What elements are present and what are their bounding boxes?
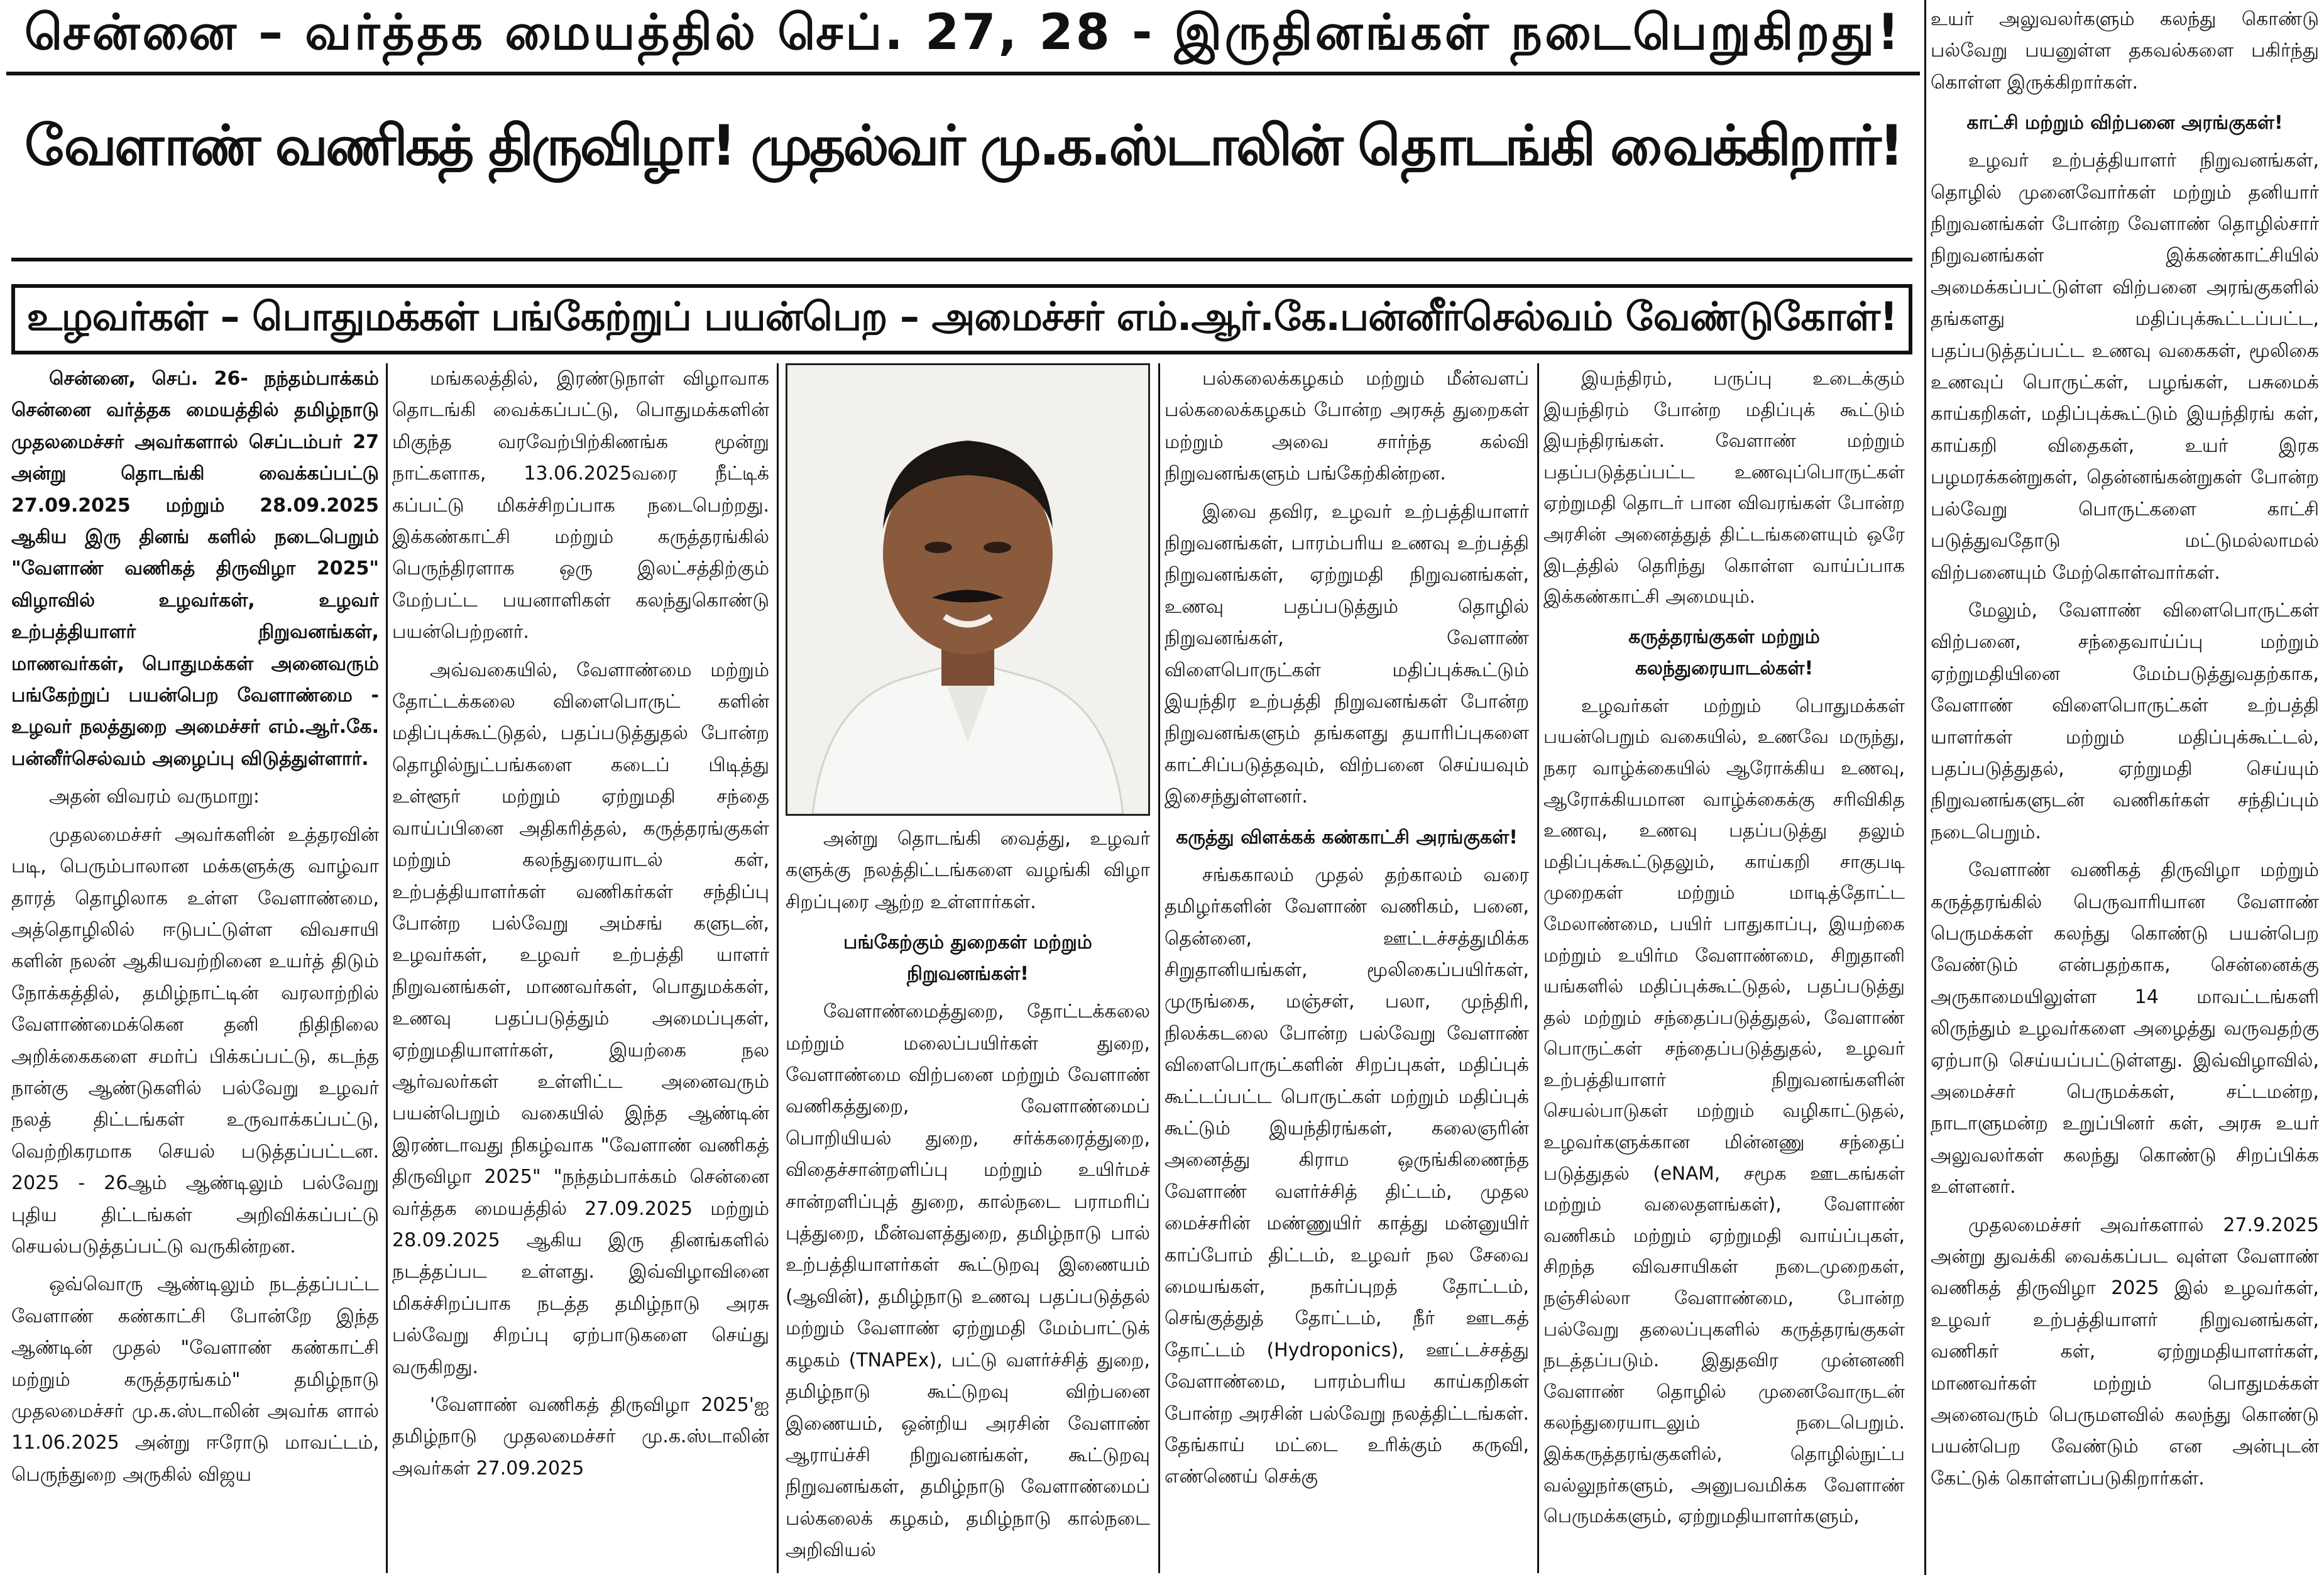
paragraph: இவை தவிர, உழவர் உற்பத்தியாளர் நிறுவனங்கள், பாரம்பரிய உணவு உற்பத்தி நிறுவனங்கள், ஏற்றுமதி நிறுவனங்கள், உணவு பதப்படுத்தும் தொழில் நிறுவனங்கள், வேளாண் விளைபொருட்கள் மதிப்புக்கூட்டும் இயந்திர உற்பத்தி நிறுவனங்கள் போன்ற நிறுவனங்களும் தங்களது தயாரிப்புகளை காட்சிப்படுத்தவும், விற்பனை செய்யவும் இசைந்துள்ளனர்.: [1165, 500, 1529, 808]
column-rule: [1537, 363, 1539, 1573]
sub-headline: உழவர்கள் – பொதுமக்கள் பங்கேற்றுப் பயன்பெற – அமைச்சர் எம்.ஆர்.கே.பன்னீர்செல்வம் வேண்டுகோள்!: [11, 284, 1912, 354]
column-rule: [1924, 0, 1926, 1575]
portrait-image: [787, 365, 1148, 814]
section-heading: பங்கேற்கும் துறைகள் மற்றும் நிறுவனங்கள்!: [843, 931, 1092, 985]
article-column-1: [11, 363, 379, 1573]
article-column-5: [1543, 363, 1905, 1573]
section-heading: கருத்தரங்குகள் மற்றும் கலந்துரையாடல்கள்!: [1628, 625, 1820, 679]
paragraph: உழவர்கள் மற்றும் பொதுமக்கள் பயன்பெறும் வகையில், உணவே மருந்து, நகர வாழ்க்கையில் ஆரோக்கிய உணவு, ஆரோக்கியமான வாழ்க்கைக்கு சரிவிகித உணவு, உணவு பதப்படுத்து தலும் மதிப்புக்கூட்டுதலும், காய்கறி சாகுபடி முறைகள் மற்றும் மாடித்தோட்ட மேலாண்மை, பயிர் பாதுகாப்பு, இயற்கை மற்றும் உயிர்ம வேளாண்மை, சிறுதானி யங்களில் மதிப்புக்கூட்டுதல், பதப்படுத்து தல் மற்றும் சந்தைப்படுத்துதல், வேளாண் பொருட்கள் சந்தைப்படுத்துதல், உழவர் உற்பத்தியாளர் நிறுவனங்களின் செயல்பாடுகள் மற்றும் வழிகாட்டுதல், உழவர்களுக்கான மின்னணு சந்தைப் படுத்துதல் (eNAM, சமூக ஊடகங்கள் மற்றும் வலைதளங்கள்), வேளாண் வணிகம் மற்றும் ஏற்றுமதி வாய்ப்புகள், சிறந்த விவசாயிகள் நடைமுறைகள், நஞ்சில்லா வேளாண்மை, போன்ற பல்வேறு தலைப்புகளில் கருத்தரங்குகள் நடத்தப்படும். இதுதவிர முன்னணி வேளாண் தொழில் முனைவோருடன் கலந்துரையாடலும் நடைபெறும். இக்கருத்தரங்குகளில், தொழில்நுட்ப வல்லுநர்களும், அனுபவமிக்க வேளாண் பெருமக்களும், ஏற்றுமதியாளர்களும்,: [1543, 694, 1905, 1527]
paragraph: ஒவ்வொரு ஆண்டிலும் நடத்தப்பட்ட வேளாண் கண்காட்சி போன்றே இந்த ஆண்டின் முதல் "வேளாண் கண்காட்சி மற்றும் கருத்தரங்கம்" தமிழ்நாடு முதலமைச்சர் மு.க.ஸ்டாலின் அவர்க ளால் 11.06.2025 அன்று ஈரோடு மாவட்டம், பெருந்துறை அருகில் விஜய: [11, 1273, 379, 1486]
column-rule: [1158, 363, 1160, 1573]
column-rule: [777, 363, 779, 1573]
lead-paragraph: சென்னை, செப். 26- நந்தம்பாக்கம் சென்னை வர்த்தக மையத்தில் தமிழ்நாடு முதலமைச்சர் அவர்களால் செப்டம்பர் 27 அன்று தொடங்கி வைக்கப்பட்டு 27.09.2025 மற்றும் 28.09.2025 ஆகிய இரு தினங் களில் நடைபெறும் "வேளாண் வணிகத் திருவிழா 2025" விழாவில் உழவர்கள், உழவர் உற்பத்தியாளர் நிறுவனங்கள், மாணவர்கள், பொதுமக்கள் அனைவரும் பங்கேற்றுப் பயன்பெற வேளாண்மை - உழவர் நலத்துறை அமைச்சர் எம்.ஆர்.கே. பன்னீர்செல்வம் அழைப்பு விடுத்துள்ளார்.: [11, 368, 379, 770]
minister-photo: [786, 363, 1150, 816]
article-column-2: [392, 363, 769, 1573]
paragraph: வேளாண் வணிகத் திருவிழா மற்றும் கருத்தரங்கில் பெருவாரியான வேளாண் பெருமக்கள் கலந்து கொண்டு பயன்பெற வேண்டும் என்பதற்காக, சென்னைக்கு அருகாமையிலுள்ள 14 மாவட்டங்களி லிருந்தும் உழவர்களை அழைத்து வருவதற்கு ஏற்பாடு செய்யப்பட்டுள்ளது. இவ்விழாவில், அமைச்சர் பெருமக்கள், சட்டமன்ற, நாடாளுமன்ற உறுப்பினர் கள், அரசு உயர் அலுவலர்கள் கலந்து கொண்டு சிறப்பிக்க உள்ளனர்.: [1931, 859, 2319, 1199]
article-column-3: [786, 823, 1150, 1573]
paragraph: மங்கலத்தில், இரண்டுநாள் விழாவாக தொடங்கி வைக்கப்பட்டு, பொதுமக்களின் மிகுந்த வரவேற்பிற்கிணங்க மூன்று நாட்களாக, 13.06.2025வரை நீட்டிக் கப்பட்டு மிகச்சிறப்பாக நடைபெற்றது. இக்கண்காட்சி மற்றும் கருத்தரங்கில் பெருந்திரளாக ஒரு இலட்சத்திற்கும் மேற்பட்ட பயனாளிகள் கலந்துகொண்டு பயன்பெற்றனர்.: [392, 368, 769, 644]
kicker-headline: சென்னை – வர்த்தக மையத்தில் செப். 27, 28 - இருதினங்கள் நடைபெறுகிறது!: [6, 0, 1920, 75]
paragraph: உயர் அலுவலர்களும் கலந்து கொண்டு பல்வேறு பயனுள்ள தகவல்களை பகிர்ந்து கொள்ள இருக்கிறார்கள்.: [1931, 8, 2319, 94]
paragraph: அன்று தொடங்கி வைத்து, உழவர் களுக்கு நலத்திட்டங்களை வழங்கி விழா சிறப்புரை ஆற்ற உள்ளார்கள்.: [786, 828, 1150, 913]
paragraph: அதன் விவரம் வருமாறு:: [49, 786, 260, 808]
paragraph: மேலும், வேளாண் விளைபொருட்கள் விற்பனை, சந்தைவாய்ப்பு மற்றும் ஏற்றுமதியினை மேம்படுத்துவதற்காக, வேளாண் விளைபொருட்கள் உற்பத்தி யாளர்கள் மற்றும் மதிப்புக்கூட்டல், பதப்படுத்துதல், ஏற்றுமதி செய்யும் நிறுவனங்களுடன் வணிகர்கள் சந்திப்பும் நடைபெறும்.: [1931, 599, 2319, 843]
main-headline: வேளாண் வணிகத் திருவிழா! முதல்வர் மு.க.ஸ்டாலின் தொடங்கி வைக்கிறார்!: [25, 113, 1902, 178]
paragraph: இயந்திரம், பருப்பு உடைக்கும் இயந்திரம் போன்ற மதிப்புக் கூட்டும் இயந்திரங்கள். வேளாண் மற்றும் பதப்படுத்தப்பட்ட உணவுப்பொருட்கள் ஏற்றுமதி தொடர் பான விவரங்கள் போன்ற அரசின் அனைத்துத் திட்டங்களையும் ஒரே இடத்தில் தெரிந்து கொள்ள வாய்ப்பாக இக்கண்காட்சி அமையும்.: [1543, 368, 1905, 608]
paragraph: 'வேளாண் வணிகத் திருவிழா 2025'ஐ தமிழ்நாடு முதலமைச்சர் மு.க.ஸ்டாலின் அவர்கள் 27.09.2025: [392, 1394, 769, 1479]
column-rule: [386, 363, 388, 1573]
paragraph: சங்ககாலம் முதல் தற்காலம் வரை தமிழர்களின் வேளாண் வணிகம், பனை, தென்னை, ஊட்டச்சத்துமிக்க சிறுதானியங்கள், மூலிகைப்பயிர்கள், முருங்கை, மஞ்சள், பலா, முந்திரி, நிலக்கடலை போன்ற பல்வேறு வேளாண் விளைபொருட்களின் சிறப்புகள், மதிப்புக் கூட்டப்பட்ட பொருட்கள் மற்றும் மதிப்புக் கூட்டும் இயந்திரங்கள், கலைஞரின் அனைத்து கிராம ஒருங்கிணைந்த வேளாண் வளர்ச்சித் திட்டம், முதல மைச்சரின் மண்ணுயிர் காத்து மன்னுயிர் காப்போம் திட்டம், உழவர் நல சேவை மையங்கள், நகர்ப்புறத் தோட்டம், செங்குத்துத் தோட்டம், நீர் ஊடகத் தோட்டம் (Hydroponics), ஊட்டச்சத்து வேளாண்மை, பாரம்பரிய காய்கறிகள் போன்ற அரசின் பல்வேறு நலத்திட்டங்கள். தேங்காய் மட்டை உரிக்கும் கருவி, எண்ணெய் செக்கு: [1165, 864, 1529, 1488]
section-heading: காட்சி மற்றும் விற்பனை அரங்குகள்!: [1966, 112, 2283, 134]
article-column-6: [1931, 4, 2319, 1573]
paragraph: அவ்வகையில், வேளாண்மை மற்றும் தோட்டக்கலை விளைபொருட் களின் மதிப்புக்கூட்டுதல், பதப்படுத்துதல் போன்ற தொழில்நுட்பங்களை கடைப் பிடித்து உள்ளூர் மற்றும் ஏற்றுமதி சந்தை வாய்ப்பினை அதிகரித்தல், கருத்தரங்குகள் மற்றும் கலந்துரையாடல் கள், உற்பத்தியாளர்கள் வணிகர்கள் சந்திப்பு போன்ற பல்வேறு அம்சங் களுடன், உழவர்கள், உழவர் உற்பத்தி யாளர் நிறுவனங்கள், மாணவர்கள், பொதுமக்கள், உணவு பதப்படுத்தும் அமைப்புகள், ஏற்றுமதியாளர்கள், இயற்கை நல ஆர்வலர்கள் உள்ளிட்ட அனைவரும் பயன்பெறும் வகையில் இந்த ஆண்டின் இரண்டாவது நிகழ்வாக "வேளாண் வணிகத் திருவிழா 2025" "நந்தம்பாக்கம் சென்னை வர்த்தக மையத்தில் 27.09.2025 மற்றும் 28.09.2025 ஆகிய இரு தினங்களில் நடத்தப்பட உள்ளது. இவ்விழாவினை மிகச்சிறப்பாக நடத்த தமிழ்நாடு அரசு பல்வேறு சிறப்பு ஏற்பாடுகளை செய்து வருகிறது.: [392, 659, 769, 1378]
section-heading: கருத்து விளக்கக் கண்காட்சி அரங்குகள்!: [1176, 826, 1518, 848]
paragraph: பல்கலைக்கழகம் மற்றும் மீன்வளப் பல்கலைக்கழகம் போன்ற அரசுத் துறைகள் மற்றும் அவை சார்ந்த கல்வி நிறுவனங்களும் பங்கேற்கின்றன.: [1165, 368, 1529, 485]
paragraph: முதலமைச்சர் அவர்களால் 27.9.2025 அன்று துவக்கி வைக்கப்பட வுள்ள வேளாண் வணிகத் திருவிழா 2025 இல் உழவர்கள், உழவர் உற்பத்தியாளர் நிறுவனங்கள், வணிகர் கள், ஏற்றுமதியாளர்கள், மாணவர்கள் மற்றும் பொதுமக்கள் அனைவரும் பெருமளவில் கலந்து கொண்டு பயன்பெற வேண்டும் என அன்புடன் கேட்டுக் கொள்ளப்படுகிறார்கள்.: [1931, 1214, 2319, 1490]
divider: [11, 258, 1912, 261]
paragraph: வேளாண்மைத்துறை, தோட்டக்கலை மற்றும் மலைப்பயிர்கள் துறை, வேளாண்மை விற்பனை மற்றும் வேளாண் வணிகத்துறை, வேளாண்மைப் பொறியியல் துறை, சர்க்கரைத்துறை, விதைச்சான்றளிப்பு மற்றும் உயிர்மச் சான்றளிப்புத் துறை, கால்நடை பராமரிப் புத்துறை, மீன்வளத்துறை, தமிழ்நாடு பால் உற்பத்தியாளர்கள் கூட்டுறவு இணையம் (ஆவின்), தமிழ்நாடு உணவு பதப்படுத்தல் மற்றும் வேளாண் ஏற்றுமதி மேம்பாட்டுக் கழகம் (TNAPEx), பட்டு வளர்ச்சித் துறை, தமிழ்நாடு கூட்டுறவு விற்பனை இணையம், ஒன்றிய அரசின் வேளாண் ஆராய்ச்சி நிறுவனங்கள், கூட்டுறவு நிறுவனங்கள், தமிழ்நாடு வேளாண்மைப் பல்கலைக் கழகம், தமிழ்நாடு கால்நடை அறிவியல்: [786, 1001, 1150, 1562]
article-column-4: [1165, 363, 1529, 1573]
paragraph: உழவர் உற்பத்தியாளர் நிறுவனங்கள், தொழில் முனைவோர்கள் மற்றும் தனியார் நிறுவனங்கள் போன்ற வேளாண் தொழில்சார் நிறுவனங்கள் இக்கண்காட்சியில் அமைக்கப்பட்டுள்ள விற்பனை அரங்குகளில் தங்களது மதிப்புக்கூட்டப்பட்ட, பதப்படுத்தப்பட்ட உணவு வகைகள், மூலிகை உணவுப் பொருட்கள், பழங்கள், பசுமைக் காய்கறிகள், மதிப்புக்கூட்டும் இயந்திரங் கள், காய்கறி விதைகள், உயர் இரக பழமரக்கன்றுகள், தென்னங்கன்றுகள் போன்ற பல்வேறு பொருட்களை காட்சி படுத்துவதோடு மட்டுமல்லாமல் விற்பனையும் மேற்கொள்வார்கள்.: [1931, 150, 2319, 584]
paragraph: முதலமைச்சர் அவர்களின் உத்தரவின் படி, பெரும்பாலான மக்களுக்கு வாழ்வா தாரத் தொழிலாக உள்ள வேளாண்மை, அத்தொழிலில் ஈடுபட்டுள்ள விவசாயி களின் நலன் ஆகியவற்றினை உயர்த் திடும் நோக்கத்தில், தமிழ்நாட்டின் வரலாற்றில் வேளாண்மைக்கென தனி நிதிநிலை அறிக்கைகளை சமர்ப் பிக்கப்பட்டு, கடந்த நான்கு ஆண்டுகளில் பல்வேறு உழவர் நலத் திட்டங்கள் உருவாக்கப்பட்டு, வெற்றிகரமாக செயல் படுத்தப்பட்டன. 2025 - 26ஆம் ஆண்டிலும் பல்வேறு புதிய திட்டங்கள் அறிவிக்கப்பட்டு செயல்படுத்தப்பட்டு வருகின்றன.: [11, 823, 379, 1258]
